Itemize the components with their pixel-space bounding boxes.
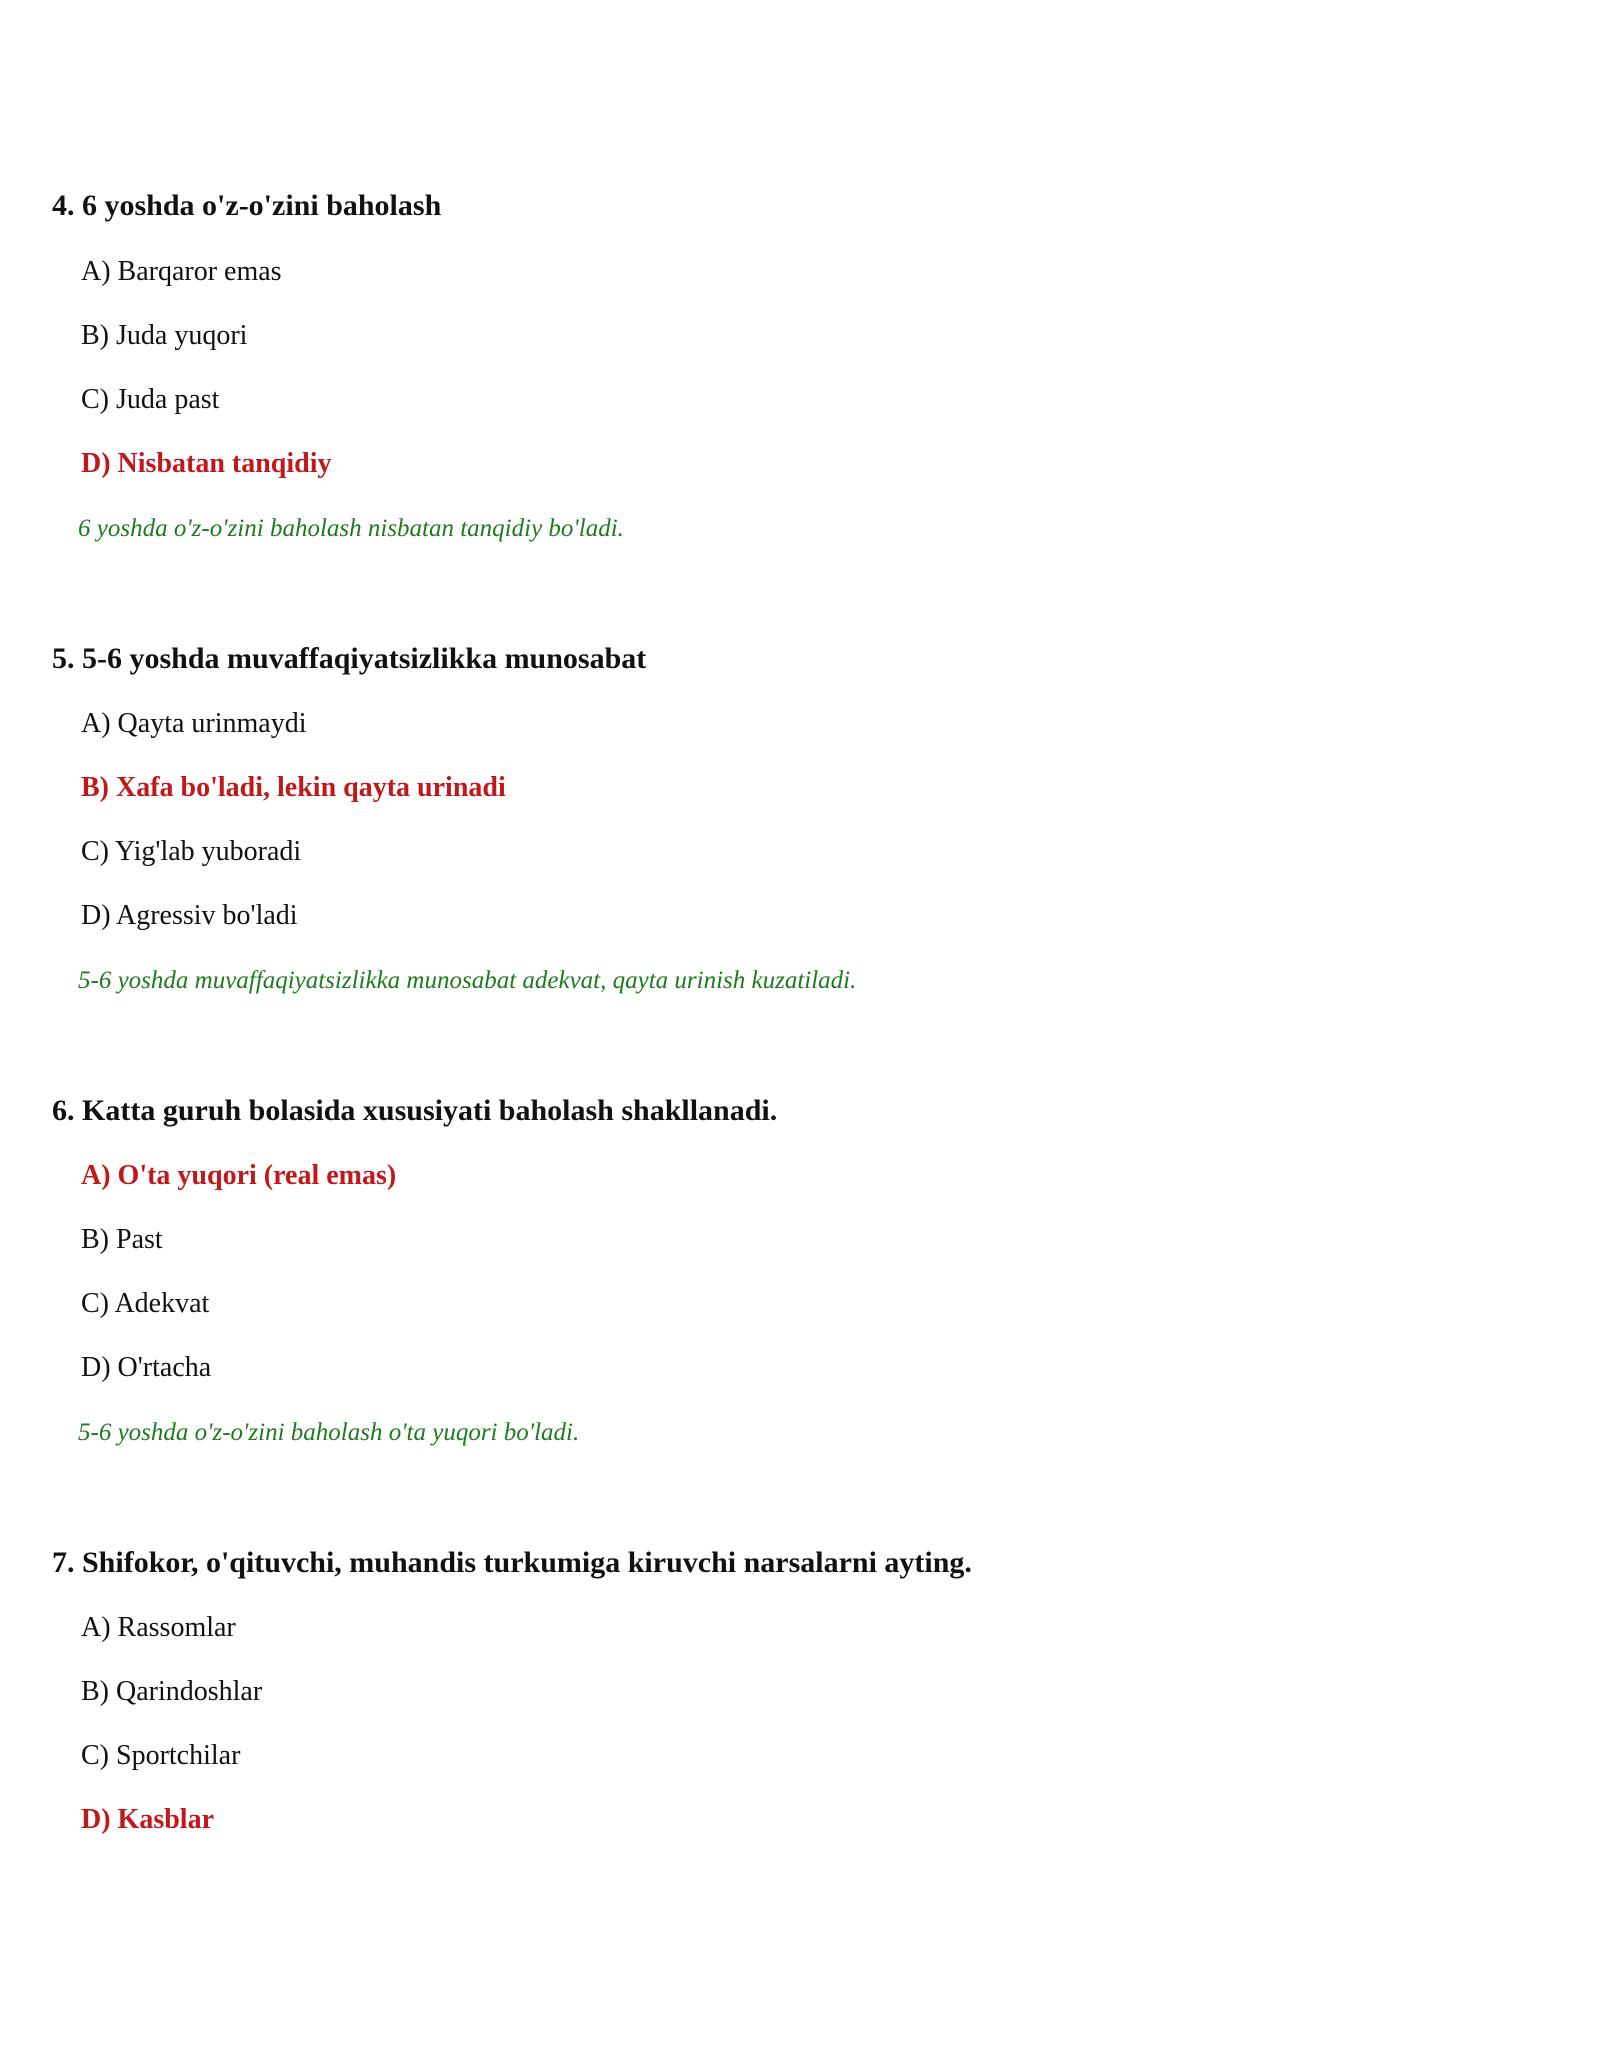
answer-option: A) Rassomlar xyxy=(81,1612,236,1643)
question-title: 7. Shifokor, o'qituvchi, muhandis turkumiga kiruvchi narsalarni ayting. xyxy=(52,1546,972,1579)
answer-option: C) Juda past xyxy=(81,384,220,415)
answer-option: B) Past xyxy=(81,1224,163,1255)
answer-option: A) Qayta urinmaydi xyxy=(81,708,307,739)
answer-option: B) Qarindoshlar xyxy=(81,1676,263,1707)
answer-option: C) Yig'lab yuboradi xyxy=(81,836,302,867)
answer-option: B) Juda yuqori xyxy=(81,320,248,351)
answer-option: C) Adekvat xyxy=(81,1288,210,1319)
correct-answer-option: D) Kasblar xyxy=(81,1804,214,1835)
answer-option: C) Sportchilar xyxy=(81,1740,241,1771)
correct-answer-option: D) Nisbatan tanqidiy xyxy=(81,448,332,479)
answer-explanation: 5-6 yoshda o'z-o'zini baholash o'ta yuqori bo'ladi. xyxy=(78,1419,580,1446)
question-title: 4. 6 yoshda o'z-o'zini baholash xyxy=(52,189,442,222)
answer-option: D) Agressiv bo'ladi xyxy=(81,900,298,931)
answer-option: A) Barqaror emas xyxy=(81,256,282,287)
answer-explanation: 5-6 yoshda muvaffaqiyatsizlikka munosabat adekvat, qayta urinish kuzatiladi. xyxy=(78,967,857,994)
question-title: 6. Katta guruh bolasida xususiyati baholash shakllanadi. xyxy=(52,1094,778,1127)
correct-answer-option: A) O'ta yuqori (real emas) xyxy=(81,1160,397,1191)
question-title: 5. 5-6 yoshda muvaffaqiyatsizlikka munosabat xyxy=(52,642,647,675)
answer-explanation: 6 yoshda o'z-o'zini baholash nisbatan tanqidiy bo'ladi. xyxy=(78,515,624,542)
answer-option: D) O'rtacha xyxy=(81,1352,212,1383)
correct-answer-option: B) Xafa bo'ladi, lekin qayta urinadi xyxy=(81,772,506,803)
